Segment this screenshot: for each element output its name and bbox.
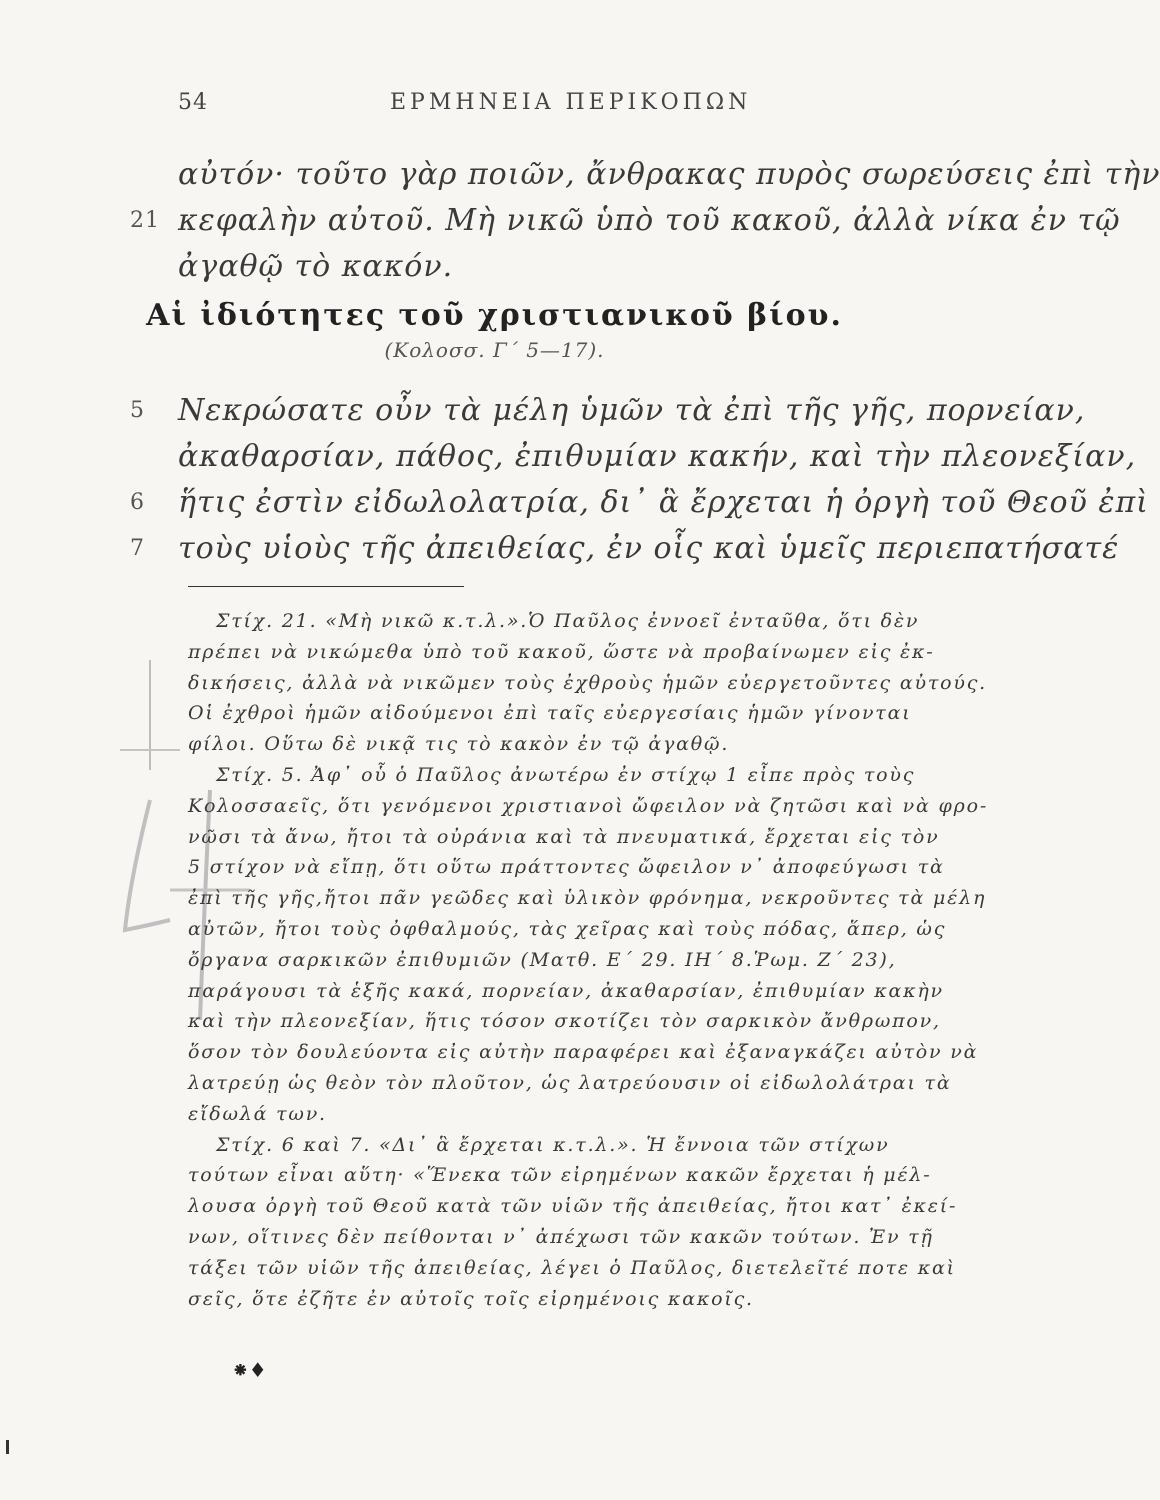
page-number: 54 xyxy=(178,90,208,115)
verse-number: 6 xyxy=(130,490,145,515)
note-line: φίλοι. Οὕτω δὲ νικᾷ τις τὸ κακὸν ἐν τῷ ἀγαθῷ. xyxy=(188,733,730,756)
line-text: κεφαλὴν αὐτοῦ. Μὴ νικῶ ὑπὸ τοῦ κακοῦ, ἀλλὰ νίκα ἐν τῷ xyxy=(178,203,1121,238)
verse-line xyxy=(130,526,1120,572)
printer-ornament: ⁕♦ xyxy=(232,1358,267,1382)
note-line: νῶσι τὰ ἄνω, ἤτοι τὰ οὐράνια καὶ τὰ πνευματικά, ἔρχεται εἰς τὸν xyxy=(188,825,940,848)
footnote-rule xyxy=(188,586,464,587)
note-line: πρέπει νὰ νικώμεθα ὑπὸ τοῦ κακοῦ, ὥστε νὰ προβαίνωμεν εἰς ἐκ- xyxy=(188,640,935,663)
note-line: σεῖς, ὅτε ἐζῆτε ἐν αὐτοῖς τοῖς εἰρημένοις κακοῖς. xyxy=(188,1287,754,1310)
section-heading: Αἱ ἰδιότητες τοῦ χριστιανικοῦ βίου. xyxy=(146,298,843,333)
section-reference: (Κολοσσ. Γ΄ 5—17). xyxy=(384,338,605,362)
line-text: ἀγαθῷ τὸ κακόν. xyxy=(178,249,454,284)
verse-line xyxy=(150,434,1137,480)
note-line: Στίχ. 6 καὶ 7. «Δι᾽ ἃ ἔρχεται κ.τ.λ.». Ἡ ἔννοια τῶν στίχων xyxy=(216,1133,890,1156)
edge-mark xyxy=(6,1440,9,1454)
note-line: παράγουσι τὰ ἑξῆς κακά, πορνείαν, ἀκαθαρσίαν, ἐπιθυμίαν κακὴν xyxy=(188,979,944,1002)
commentary-notes xyxy=(188,606,989,1314)
note-line: αὐτῶν, ἤτοι τοὺς ὀφθαλμούς, τὰς χεῖρας καὶ τοὺς πόδας, ἅπερ, ὡς xyxy=(188,917,947,940)
line-text: αὐτόν· τοῦτο γὰρ ποιῶν, ἄνθρακας πυρὸς σωρεύσεις ἐπὶ τὴν xyxy=(178,157,1160,192)
text-line xyxy=(150,244,940,290)
note-line: λουσα ὀργὴ τοῦ Θεοῦ κατὰ τῶν υἱῶν τῆς ἀπειθείας, ἤτοι κατ᾽ ἐκεί- xyxy=(188,1195,958,1218)
note-line: ὄργανα σαρκικῶν ἐπιθυμιῶν (Ματθ. Ε΄ 29. ΙΗ΄ 8.Ῥωμ. Ζ΄ 23), xyxy=(188,948,897,971)
note-line: ἐπὶ τῆς γῆς,ἤτοι πᾶν γεῶδες καὶ ὑλικὸν φρόνημα, νεκροῦντες τὰ μέλη xyxy=(188,887,987,910)
verse-number: 21 xyxy=(130,208,160,233)
text-line xyxy=(150,152,1160,198)
note-line: δικήσεις, ἀλλὰ νὰ νικῶμεν τοὺς ἐχθροὺς ἡμῶν εὐεργετοῦντες αὐτούς. xyxy=(188,671,988,694)
line-text: τοὺς υἱοὺς τῆς ἀπειθείας, ἐν οἷς καὶ ὑμεῖς περιεπατήσατέ xyxy=(178,531,1120,566)
verse-line xyxy=(130,388,1086,434)
note-line: νων, οἵτινες δὲν πείθονται ν᾽ ἀπέχωσι τῶν κακῶν τούτων. Ἐν τῇ xyxy=(188,1225,934,1248)
note-line: λατρεύῃ ὡς θεὸν τὸν πλοῦτον, ὡς λατρεύουσιν οἱ εἰδωλολάτραι τὰ xyxy=(188,1071,952,1094)
verses-block xyxy=(130,388,1149,572)
verse-number: 7 xyxy=(130,536,145,561)
note-line: 5 στίχον νὰ εἴπῃ, ὅτι οὕτω πράττοντες ὤφειλον ν᾽ ἀποφεύγωσι τὰ xyxy=(188,856,945,879)
note-line: καὶ τὴν πλεονεξίαν, ἥτις τόσον σκοτίζει τὸν σαρκικὸν ἄνθρωπον, xyxy=(188,1010,941,1033)
line-text: ἀκαθαρσίαν, πάθος, ἐπιθυμίαν κακήν, καὶ τὴν πλεονεξίαν, xyxy=(178,439,1137,474)
verse-number: 5 xyxy=(130,398,145,423)
note-line: ὅσον τὸν δουλεύοντα εἰς αὐτὴν παραφέρει καὶ ἐξαναγκάζει αὐτὸν νὰ xyxy=(188,1041,979,1064)
note-line: εἴδωλά των. xyxy=(188,1102,327,1125)
note-line: τάξει τῶν υἱῶν τῆς ἀπειθείας, λέγει ὁ Παῦλος, διετελεῖτέ ποτε καὶ xyxy=(188,1256,956,1279)
running-title: ΕΡΜΗΝΕΙΑ ΠΕΡΙΚΟΠΩΝ xyxy=(390,90,752,115)
note-line: Στίχ. 21. «Μὴ νικῶ κ.τ.λ.».Ὁ Παῦλος ἐννοεῖ ἐνταῦθα, ὅτι δὲν xyxy=(216,610,920,632)
note-line: Κολοσσαεῖς, ὅτι γενόμενοι χριστιανοὶ ὤφειλον νὰ ζητῶσι καὶ νὰ φρο- xyxy=(188,794,989,817)
note-line: Στίχ. 5. Ἀφ᾽ οὗ ὁ Παῦλος ἀνωτέρω ἐν στίχῳ 1 εἶπε πρὸς τοὺς xyxy=(216,763,916,786)
page-header xyxy=(150,90,910,120)
text-line xyxy=(130,198,1121,244)
line-text: ἥτις ἐστὶν εἰδωλολατρία, δι᾽ ἃ ἔρχεται ἡ ὀργὴ τοῦ Θεοῦ ἐπὶ xyxy=(178,485,1149,520)
note-line: Οἱ ἐχθροὶ ἡμῶν αἰδούμενοι ἐπὶ ταῖς εὐεργεσίαις ἡμῶν γίνονται xyxy=(188,702,912,725)
verse-line xyxy=(130,480,1149,526)
line-text: Νεκρώσατε οὖν τὰ μέλη ὑμῶν τὰ ἐπὶ τῆς γῆς, πορνείαν, xyxy=(178,393,1086,428)
note-line: τούτων εἶναι αὕτη· «Ἕνεκα τῶν εἰρημένων κακῶν ἔρχεται ἡ μέλ- xyxy=(188,1164,932,1187)
main-text-top xyxy=(130,152,1160,290)
